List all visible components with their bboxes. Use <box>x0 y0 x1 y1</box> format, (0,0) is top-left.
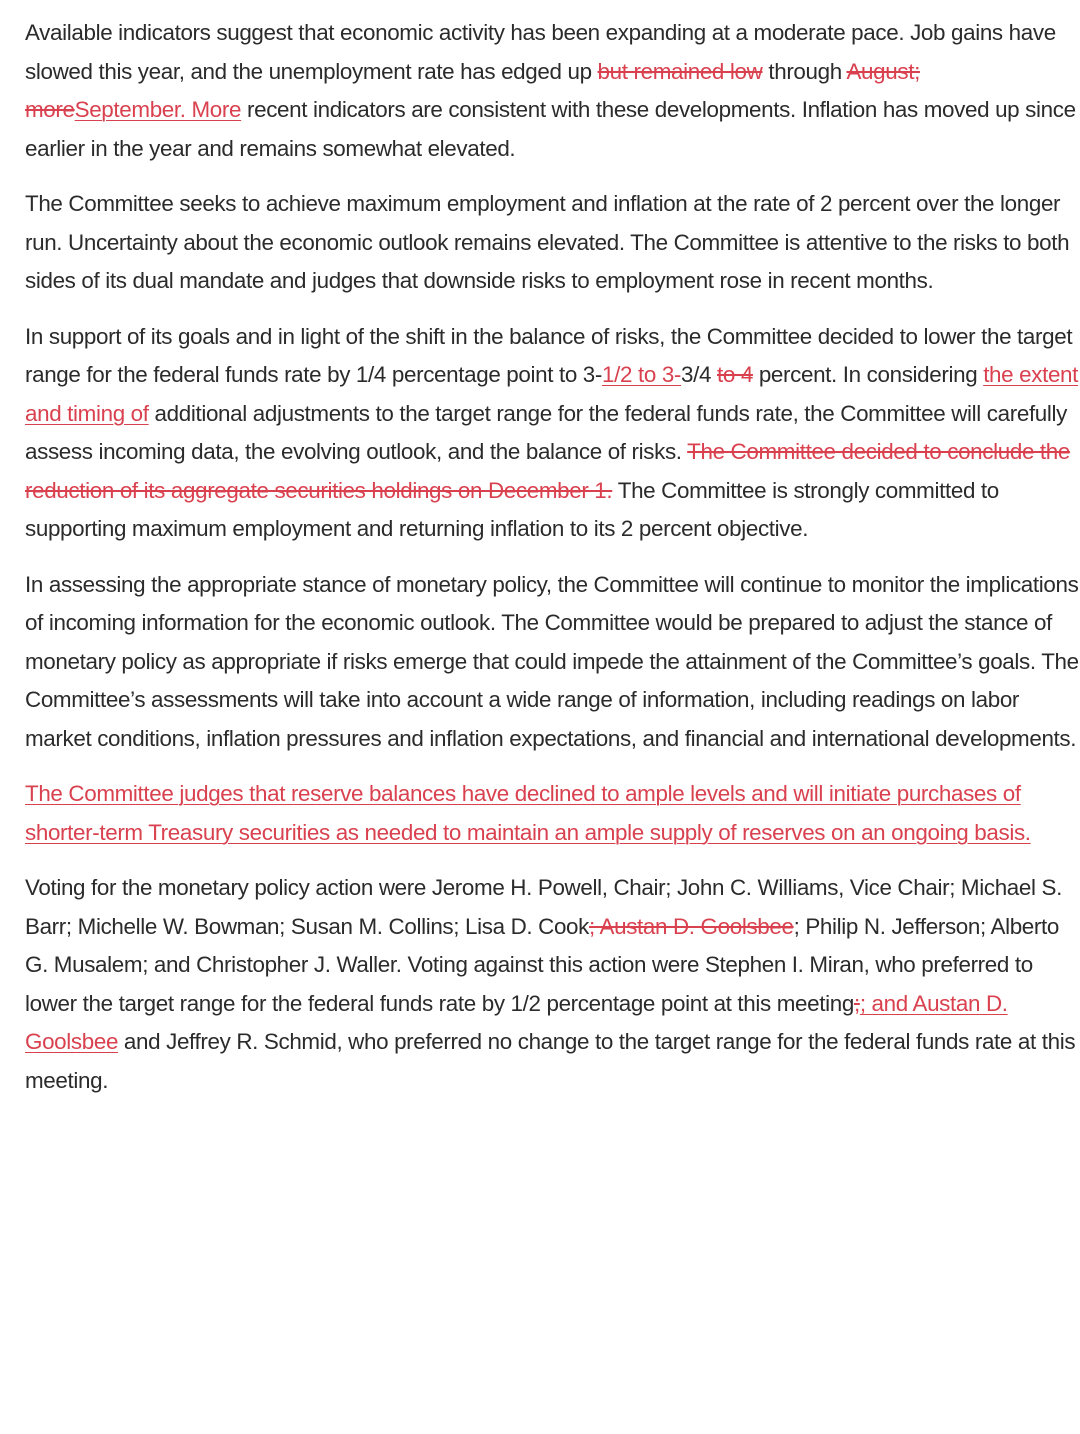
text-normal: The Committee is strongly committed to supporting maximum employment and returning inflation to its 2 percent objective. <box>25 477 999 541</box>
paragraph-economic-activity <box>25 14 1080 168</box>
text-deleted: ; Austan D. Goolsbee <box>589 913 794 939</box>
text-inserted: September. More <box>74 97 242 122</box>
text-normal: 3/4 <box>681 362 717 387</box>
text-inserted: 1/2 to 3- <box>602 362 682 387</box>
paragraph-rate-decision <box>25 318 1080 549</box>
text-normal: In assessing the appropriate stance of monetary policy, the Committee will continue to monitor the implications of incoming information for the economic outlook. The Committee would be prepared to adjust the stance of monetary policy as appropriate if risks emerge that could impede the attainment of the Committee’s goals. The Committee’s assessments will take into account a wide range of information, including readings on labor market conditions, inflation pressures and inflation expectations, and financial and international developments. <box>25 571 1079 751</box>
text-normal: and Jeffrey R. Schmid, who preferred no change to the target range for the federal funds rate at this meeting. <box>25 1029 1076 1093</box>
text-normal: Available indicators suggest that economic activity has been expanding at a moderate pace. Job gains have slowed this year, and the unemployment rate has edged up <box>25 20 1056 84</box>
paragraph-policy-stance <box>25 566 1080 759</box>
text-normal: additional adjustments to the target range for the federal funds rate, the Committee will carefully assess incoming data, the evolving outlook, and the balance of risks. <box>25 400 1068 464</box>
paragraph-committee-goals <box>25 185 1080 301</box>
text-normal: In support of its goals and in light of the shift in the balance of risks, the Committee decided to lower the target range for the federal funds rate by 1/4 percentage point to 3- <box>25 323 1073 387</box>
text-inserted: the extent and timing of <box>25 362 1079 426</box>
text-normal: ; Philip N. Jefferson; Alberto G. Musalem; and Christopher J. Waller. Voting against this action were Stephen I. Miran, who preferred to lower the target range for the federal funds rate by 1/2 percentage point at this meeting <box>25 913 1059 1016</box>
paragraph-reserve-balances <box>25 775 1080 852</box>
text-normal: percent. In considering <box>752 362 984 387</box>
text-normal: The Committee seeks to achieve maximum employment and inflation at the rate of 2 percent over the longer run. Uncertainty about the economic outlook remains elevated. The Committee is attentive to the risks to both sides of its dual mandate and judges that downside risks to employment rose in recent months. <box>25 191 1070 293</box>
text-inserted: The Committee judges that reserve balances have declined to ample levels and will initiate purchases of shorter-term Treasury securities as needed to maintain an ample supply of reserves on an ongoing basis. <box>25 781 1031 845</box>
redline-document <box>25 14 1080 1117</box>
text-deleted: to 4 <box>717 362 753 387</box>
text-normal: through <box>762 58 847 84</box>
text-inserted: ; and Austan D. Goolsbee <box>25 990 1008 1054</box>
text-normal: recent indicators are consistent with these developments. Inflation has moved up since earlier in the year and remains somewhat elevated. <box>25 97 1076 161</box>
text-deleted: ; <box>853 990 860 1016</box>
text-deleted: but remained low <box>597 58 763 84</box>
text-normal: Voting for the monetary policy action were Jerome H. Powell, Chair; John C. Williams, Vice Chair; Michael S. Barr; Michelle W. Bowman; Susan M. Collins; Lisa D. Cook <box>25 875 1062 939</box>
text-deleted: August; more <box>25 58 920 122</box>
text-deleted: The Committee decided to conclude the reduction of its aggregate securities holdings on December 1. <box>25 439 1071 503</box>
paragraph-voting <box>25 869 1080 1100</box>
